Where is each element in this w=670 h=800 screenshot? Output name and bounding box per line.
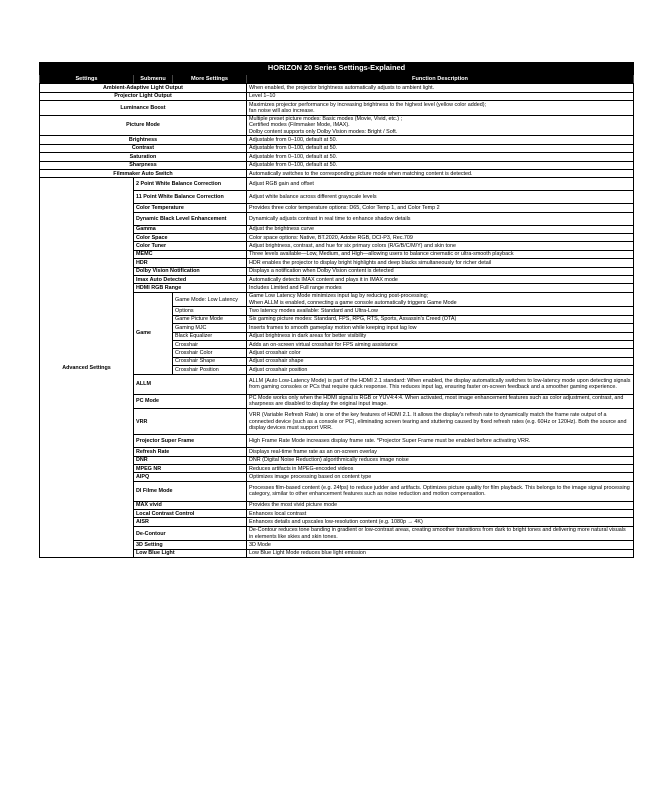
table-row (40, 136, 634, 144)
submenu-name: AIPQ (134, 473, 247, 481)
game-setting-description: Two latency modes available: Standard and Ultra-Low (247, 307, 634, 315)
submenu-description: Displays real-time frame rate as an on-screen overlay (247, 448, 634, 456)
submenu-description: Low Blue Light Mode reduces blue light emission (247, 549, 634, 557)
submenu-description: VRR (Variable Refresh Rate) is one of the key features of HDMI 2.1. It allows the display's refresh rate to dynamically match the frame rate output of a connected device (such as a console or PC), eliminating screen tearing and stuttering caused by fixed refresh rates (e.g. 60Hz or 120Hz). Both the source and display devices must support VRR. (247, 409, 634, 435)
game-setting-name: Gaming MJC (173, 324, 247, 332)
game-submenu: Game (134, 292, 173, 374)
submenu-name: ALLM (134, 374, 247, 394)
submenu-name: 2 Point White Balance Correction (134, 178, 247, 191)
game-setting-name: Game Picture Mode (173, 315, 247, 323)
setting-description: When enabled, the projector brightness automatically adjusts to ambient light. (247, 84, 634, 92)
submenu-description: DNR (Digital Noise Reduction) algorithmically reduces image noise (247, 456, 634, 464)
setting-description: Adjustable from 0–100, default at 50. (247, 161, 634, 169)
setting-name: Picture Mode (40, 115, 247, 136)
game-setting-name: Black Equalizer (173, 332, 247, 340)
submenu-description: Three levels available—Low, Medium, and High—allowing users to balance cinematic or ultra-smooth playback (247, 250, 634, 258)
submenu-name: PC Mode (134, 394, 247, 409)
submenu-name: Color Temperature (134, 204, 247, 212)
game-setting-description: Inserts frames to smooth gameplay motion while keeping input lag low (247, 324, 634, 332)
submenu-description: 3D Mode (247, 541, 634, 549)
submenu-description: Adjust brightness, contrast, and hue for six primary colors (R/G/B/C/M/Y) and skin tone (247, 242, 634, 250)
settings-table (39, 62, 634, 558)
game-setting-name: Crosshair (173, 340, 247, 348)
submenu-name: 11 Point White Balance Correction (134, 191, 247, 204)
setting-name: Saturation (40, 153, 247, 161)
submenu-name: Color Tuner (134, 242, 247, 250)
table-body (40, 84, 634, 558)
game-setting-name: Game Mode: Low Latency (173, 292, 247, 307)
submenu-description: Displays a notification when Dolby Vision content is detected (247, 267, 634, 275)
submenu-description: High Frame Rate Mode increases display frame rate. *Projector Super Frame must be enabled before activating VRR. (247, 435, 634, 448)
setting-description: Level 1–10 (247, 92, 634, 100)
submenu-description: Dynamically adjusts contrast in real time to enhance shadow details (247, 212, 634, 225)
header-settings: Settings (40, 75, 134, 84)
game-setting-name: Crosshair Position (173, 366, 247, 374)
header-function-description: Function Description (247, 75, 634, 84)
submenu-name: Low Blue Light (134, 549, 247, 557)
table-row (40, 84, 634, 92)
submenu-description: Adjust the brightness curve (247, 225, 634, 233)
game-setting-name: Crosshair Color (173, 349, 247, 357)
table-row (40, 169, 634, 177)
submenu-name: MPEG NR (134, 464, 247, 472)
game-setting-description: Adjust crosshair shape (247, 357, 634, 365)
submenu-description: Color space options: Native, BT.2020, Adobe RGB, DCI-P3, Rec.709 (247, 234, 634, 242)
table-row (40, 153, 634, 161)
table-row (40, 178, 634, 191)
submenu-name: MEMC (134, 250, 247, 258)
submenu-name: Refresh Rate (134, 448, 247, 456)
setting-name: Brightness (40, 136, 247, 144)
header-submenu: Submenu (134, 75, 173, 84)
setting-name: Luminance Boost (40, 100, 247, 115)
game-setting-description: Adjust brightness in dark areas for better visibility (247, 332, 634, 340)
submenu-description: Processes film-based content (e.g. 24fps) to reduce judder and artifacts. Optimizes picture quality for film playback. This belongs to the image signal processing category, similar to other enhancement features such as noise reduction and motion compensation. (247, 481, 634, 501)
game-setting-description: Six gaming picture modes: Standard, FPS, RPG, RTS, Sports, Assassin's Creed (OTA) (247, 315, 634, 323)
game-setting-description: Adjust crosshair position (247, 366, 634, 374)
submenu-name: Dynamic Black Level Enhancement (134, 212, 247, 225)
game-setting-description: Adjust crosshair color (247, 349, 634, 357)
table-row (40, 100, 634, 115)
setting-name: Projector Light Output (40, 92, 247, 100)
submenu-name: DNR (134, 456, 247, 464)
submenu-name: VRR (134, 409, 247, 435)
submenu-name: Local Contrast Control (134, 510, 247, 518)
setting-description: Adjustable from 0–100, default at 50. (247, 136, 634, 144)
submenu-name: HDR (134, 259, 247, 267)
game-setting-description: Adds an on-screen virtual crosshair for FPS aiming assistance (247, 340, 634, 348)
game-setting-name: Options (173, 307, 247, 315)
submenu-description: Automatically detects IMAX content and plays it in IMAX mode (247, 276, 634, 284)
submenu-name: Color Space (134, 234, 247, 242)
submenu-name: DI Filme Mode (134, 481, 247, 501)
table-title: HORIZON 20 Series Settings-Explained (40, 63, 634, 75)
setting-name: Filmmaker Auto Switch (40, 169, 247, 177)
table-row (40, 92, 634, 100)
setting-name: Ambient-Adaptive Light Output (40, 84, 247, 92)
submenu-description: Enhances details and upscales low-resolution content (e.g. 1080p → 4K) (247, 518, 634, 526)
setting-description: Automatically switches to the corresponding picture mode when matching content is detected. (247, 169, 634, 177)
submenu-description: Provides three color temperature options: D65, Color Temp 1, and Color Temp 2 (247, 204, 634, 212)
submenu-name: Gamma (134, 225, 247, 233)
submenu-name: HDMI RGB Range (134, 284, 247, 292)
setting-description: Adjustable from 0–100, default at 50. (247, 144, 634, 152)
advanced-settings-label: Advanced Settings (40, 178, 134, 558)
table-row (40, 161, 634, 169)
setting-name: Sharpness (40, 161, 247, 169)
setting-description: Multiple preset picture modes: Basic modes (Movie, Vivid, etc.) ; Certified modes (Filmmaker Mode, IMAX). Dolby content supports only Dolby Vision modes: Bright / Soft. (247, 115, 634, 136)
submenu-description: Adjust RGB gain and offset (247, 178, 634, 191)
submenu-name: De-Contour (134, 526, 247, 541)
submenu-description: Provides the most vivid picture mode (247, 501, 634, 509)
submenu-description: PC Mode works only when the HDMI signal is RGB or YUV4:4:4. When activated, most image enhancement features such as color adjustment, contrast, and sharpness are disabled to display the original input image. (247, 394, 634, 409)
settings-document (39, 62, 633, 558)
setting-name: Contrast (40, 144, 247, 152)
submenu-name: Projector Super Frame (134, 435, 247, 448)
table-row (40, 144, 634, 152)
submenu-description: Optimizes image processing based on content type (247, 473, 634, 481)
submenu-description: Adjust white balance across different grayscale levels (247, 191, 634, 204)
submenu-description: Enhances local contrast (247, 510, 634, 518)
submenu-name: 3D Setting (134, 541, 247, 549)
game-setting-name: Crosshair Shape (173, 357, 247, 365)
setting-description: Adjustable from 0–100, default at 50. (247, 153, 634, 161)
submenu-name: Dolby Vision Notification (134, 267, 247, 275)
submenu-name: Imax Auto Detected (134, 276, 247, 284)
header-more-settings: More Settings (173, 75, 247, 84)
submenu-description: De-Contour reduces tone banding in gradient or low-contrast areas, creating smoother transitions from dark to bright tones and delivering more natural visuals in elements like skies and skin tones. (247, 526, 634, 541)
table-row (40, 115, 634, 136)
submenu-description: Reduces artifacts in MPEG-encoded videos (247, 464, 634, 472)
submenu-description: ALLM (Auto Low-Latency Mode) is part of the HDMI 2.1 standard: When enabled, the display automatically switches to low-latency mode upon detecting signals from gaming consoles or PCs that require quick response. This reduces input lag, ensuring faster on-screen feedback and a smoother gaming experience. (247, 374, 634, 394)
submenu-description: Includes Limited and Full range modes (247, 284, 634, 292)
game-setting-description: Game Low Latency Mode minimizes input lag by reducing post-processing; When ALLM is enabled, connecting a game console automatically triggers Game Mode (247, 292, 634, 307)
submenu-name: AISR (134, 518, 247, 526)
submenu-name: MAX vivid (134, 501, 247, 509)
setting-description: Maximizes projector performance by increasing brightness to the highest level (yellow color added); fan noise will also increase. (247, 100, 634, 115)
submenu-description: HDR enables the projector to display bright highlights and deep blacks simultaneously for richer detail (247, 259, 634, 267)
